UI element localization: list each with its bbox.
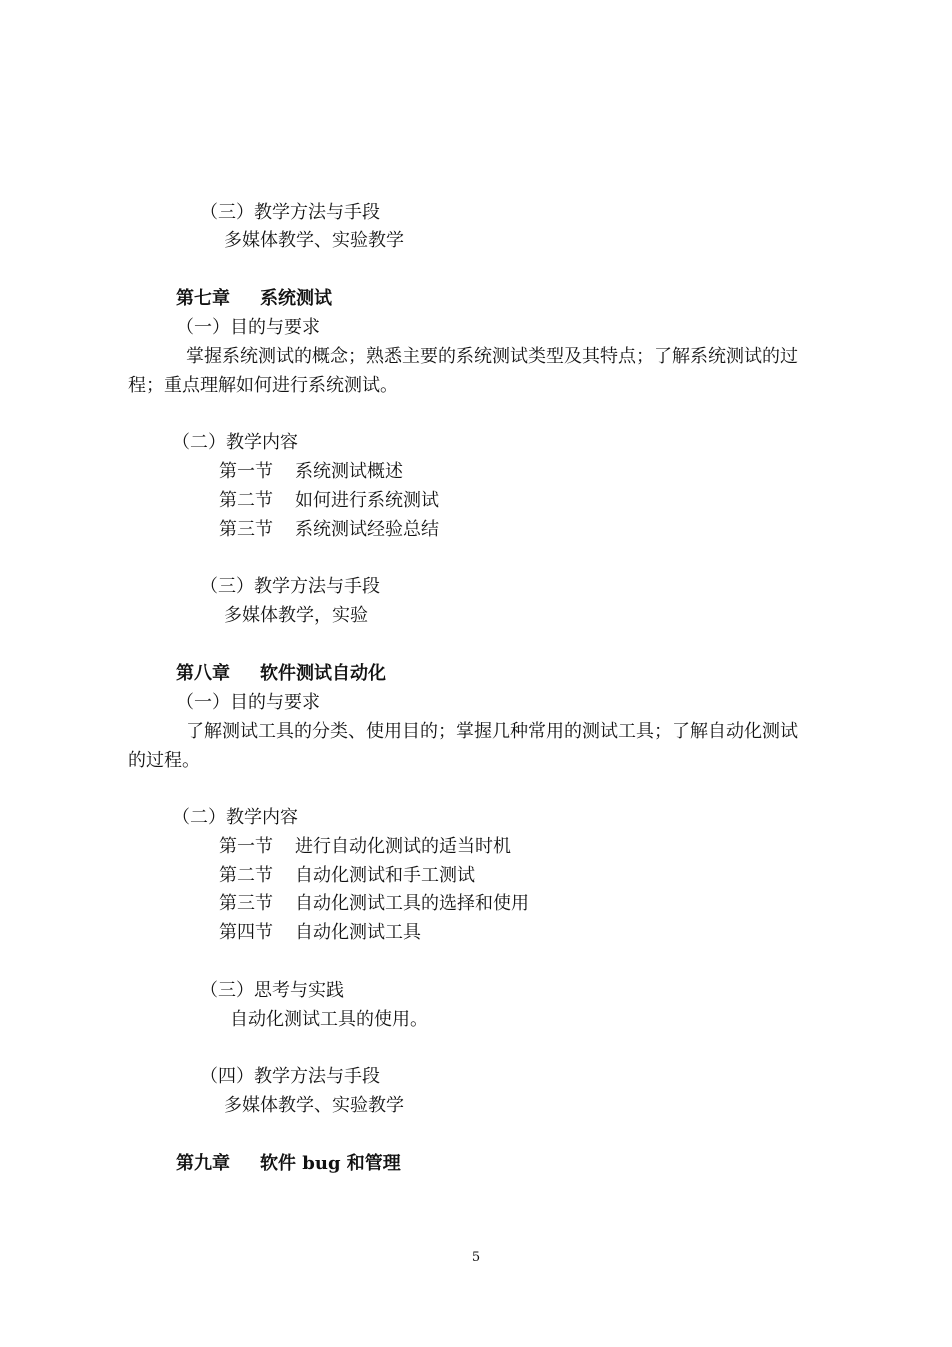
section-number: 第三节 (219, 893, 273, 914)
section-number: 第二节 (219, 490, 273, 511)
practice-text: 自动化测试工具的使用。 (230, 1009, 428, 1030)
chapter-number: 第八章 (176, 663, 230, 684)
methods-text: 多媒体教学、实验教学 (224, 1095, 404, 1116)
section-item (219, 864, 475, 888)
chapter-heading (176, 287, 332, 311)
section-item (219, 921, 421, 945)
section-title: 如何进行系统测试 (295, 490, 439, 511)
section-number: 第一节 (219, 461, 273, 482)
section-title: 自动化测试工具 (295, 922, 421, 943)
methods-text: 多媒体教学，实验 (224, 605, 368, 626)
goals-text-line: 程；重点理解如何进行系统测试。 (128, 375, 398, 396)
chapter-title: 软件 bug 和管理 (260, 1153, 401, 1174)
section-title: 自动化测试工具的选择和使用 (295, 893, 529, 914)
content-heading: （二）教学内容 (172, 807, 298, 828)
methods-text: 多媒体教学、实验教学 (224, 230, 404, 251)
section-number: 第三节 (219, 519, 273, 540)
section-number: 第二节 (219, 865, 273, 886)
section-number: 第一节 (219, 836, 273, 857)
content-heading: （二）教学内容 (172, 432, 298, 453)
goals-text-line: 的过程。 (128, 750, 200, 771)
page-number: 5 (471, 1250, 481, 1265)
section-title: 进行自动化测试的适当时机 (295, 836, 511, 857)
goals-text-line: 了解测试工具的分类、使用目的；掌握几种常用的测试工具；了解自动化测试 (186, 721, 798, 742)
goals-heading: （一）目的与要求 (176, 692, 320, 713)
goals-heading: （一）目的与要求 (176, 317, 320, 338)
chapter-title: 软件测试自动化 (260, 663, 386, 684)
chapter-heading (176, 1152, 401, 1176)
methods-heading: （三）教学方法与手段 (200, 202, 380, 223)
chapter-heading (176, 662, 386, 686)
methods-heading: （三）教学方法与手段 (200, 576, 380, 597)
section-title: 系统测试经验总结 (295, 519, 439, 540)
section-item (219, 835, 511, 859)
chapter-number: 第七章 (176, 288, 230, 309)
section-item (219, 460, 403, 484)
section-item (219, 518, 439, 542)
practice-heading: （三）思考与实践 (200, 980, 344, 1001)
section-title: 系统测试概述 (295, 461, 403, 482)
section-item (219, 892, 529, 916)
section-item (219, 489, 439, 513)
chapter-title: 系统测试 (260, 288, 332, 309)
goals-text-line: 掌握系统测试的概念；熟悉主要的系统测试类型及其特点；了解系统测试的过 (186, 346, 798, 367)
section-number: 第四节 (219, 922, 273, 943)
section-title: 自动化测试和手工测试 (295, 865, 475, 886)
methods-heading: （四）教学方法与手段 (200, 1066, 380, 1087)
chapter-number: 第九章 (176, 1153, 230, 1174)
